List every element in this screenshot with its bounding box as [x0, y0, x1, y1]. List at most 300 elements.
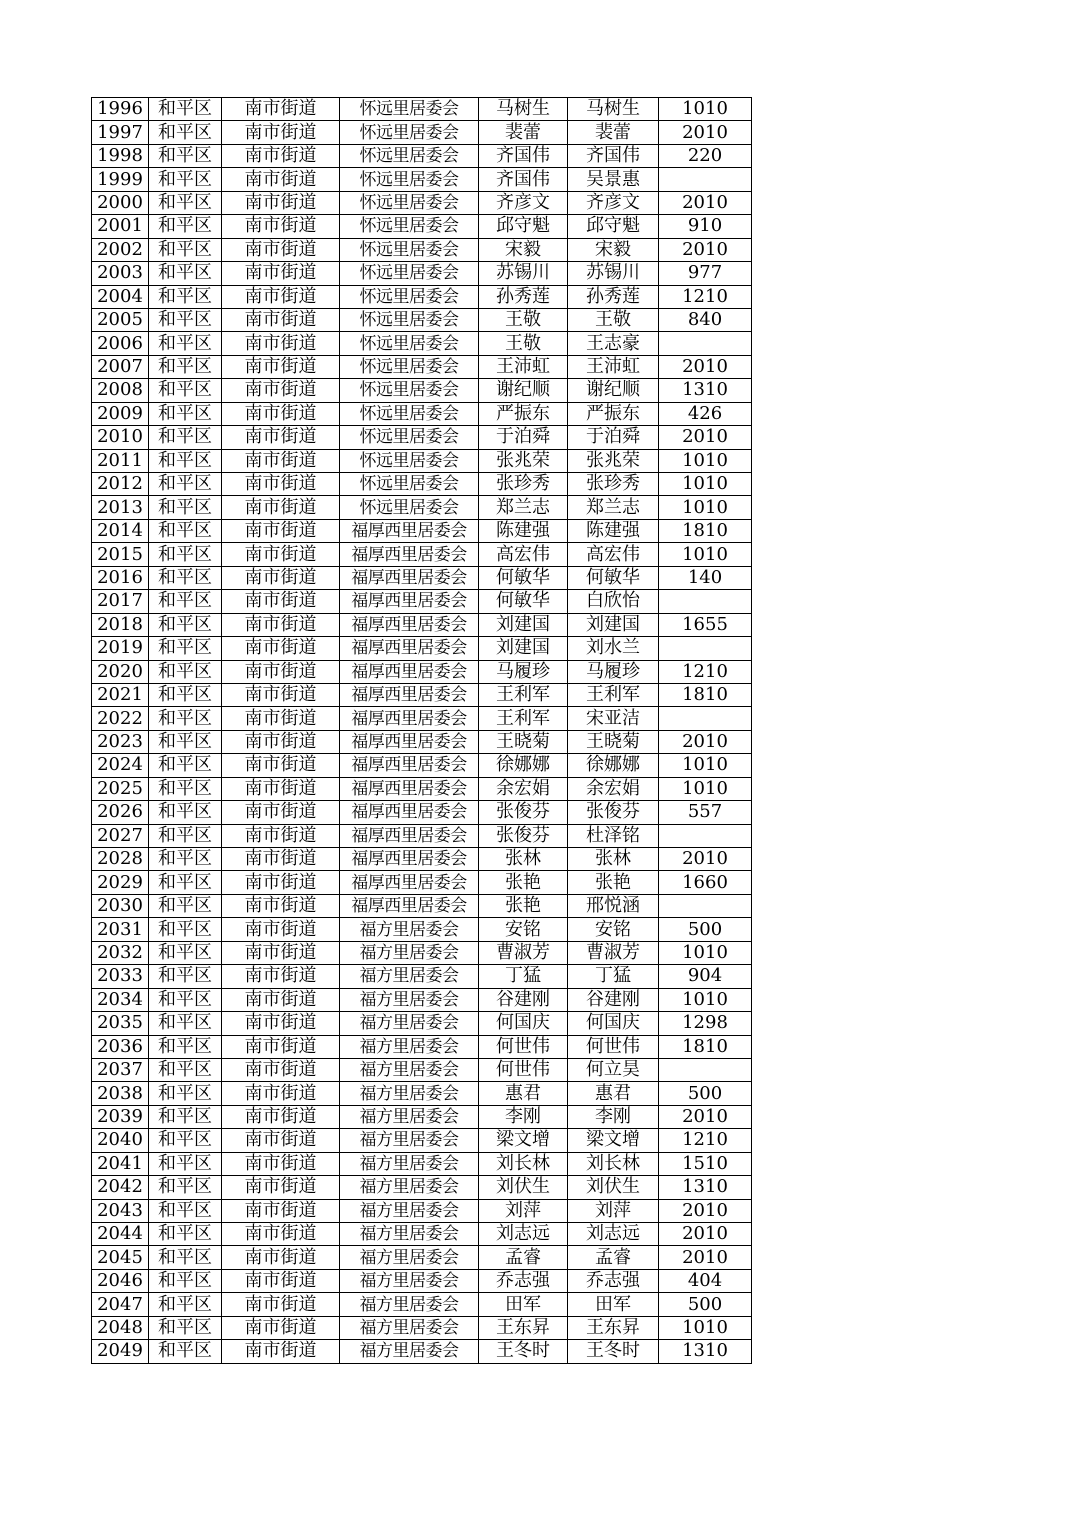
district-cell: 和平区 — [149, 215, 222, 238]
street-cell: 南市街道 — [222, 1058, 340, 1081]
committee-cell: 福方里居委会 — [340, 1199, 479, 1222]
amount-cell: 1010 — [659, 941, 752, 964]
street-cell: 南市街道 — [222, 965, 340, 988]
member-cell: 刘萍 — [568, 1199, 659, 1222]
amount-cell: 140 — [659, 566, 752, 589]
committee-cell: 怀远里居委会 — [340, 355, 479, 378]
data-table — [91, 97, 752, 1364]
amount-cell: 220 — [659, 144, 752, 167]
table-row — [92, 1223, 752, 1246]
member-cell: 郑兰志 — [568, 496, 659, 519]
table-row — [92, 824, 752, 847]
district-cell: 和平区 — [149, 402, 222, 425]
member-cell: 陈建强 — [568, 519, 659, 542]
amount-cell — [659, 894, 752, 917]
member-cell: 王志豪 — [568, 332, 659, 355]
district-cell: 和平区 — [149, 871, 222, 894]
committee-cell: 福厚西里居委会 — [340, 566, 479, 589]
amount-cell: 1010 — [659, 98, 752, 121]
committee-cell: 福厚西里居委会 — [340, 683, 479, 706]
householder-cell: 王沛虹 — [479, 355, 568, 378]
district-cell: 和平区 — [149, 1012, 222, 1035]
table-body — [92, 98, 752, 1364]
member-cell: 裴蕾 — [568, 121, 659, 144]
table-row — [92, 238, 752, 261]
member-cell: 曹淑芳 — [568, 941, 659, 964]
member-cell: 宋毅 — [568, 238, 659, 261]
street-cell: 南市街道 — [222, 566, 340, 589]
district-cell: 和平区 — [149, 285, 222, 308]
table-row — [92, 1293, 752, 1316]
district-cell: 和平区 — [149, 496, 222, 519]
member-cell: 丁猛 — [568, 965, 659, 988]
row-number-cell: 2010 — [92, 426, 149, 449]
row-number-cell: 2032 — [92, 941, 149, 964]
street-cell: 南市街道 — [222, 1269, 340, 1292]
row-number-cell: 2020 — [92, 660, 149, 683]
row-number-cell: 2034 — [92, 988, 149, 1011]
street-cell: 南市街道 — [222, 449, 340, 472]
member-cell: 谷建刚 — [568, 988, 659, 1011]
committee-cell: 福方里居委会 — [340, 1316, 479, 1339]
row-number-cell: 2039 — [92, 1105, 149, 1128]
amount-cell: 1010 — [659, 754, 752, 777]
amount-cell: 500 — [659, 918, 752, 941]
amount-cell: 1810 — [659, 683, 752, 706]
street-cell: 南市街道 — [222, 238, 340, 261]
householder-cell: 刘萍 — [479, 1199, 568, 1222]
table-row — [92, 637, 752, 660]
table-row — [92, 660, 752, 683]
householder-cell: 张艳 — [479, 871, 568, 894]
street-cell: 南市街道 — [222, 98, 340, 121]
amount-cell: 1210 — [659, 1129, 752, 1152]
district-cell: 和平区 — [149, 683, 222, 706]
row-number-cell: 2012 — [92, 473, 149, 496]
row-number-cell: 2024 — [92, 754, 149, 777]
member-cell: 王敬 — [568, 308, 659, 331]
district-cell: 和平区 — [149, 1176, 222, 1199]
householder-cell: 何敏华 — [479, 566, 568, 589]
table-row — [92, 590, 752, 613]
amount-cell: 404 — [659, 1269, 752, 1292]
street-cell: 南市街道 — [222, 637, 340, 660]
street-cell: 南市街道 — [222, 754, 340, 777]
table-row — [92, 801, 752, 824]
row-number-cell: 2026 — [92, 801, 149, 824]
committee-cell: 福方里居委会 — [340, 1293, 479, 1316]
committee-cell: 福厚西里居委会 — [340, 777, 479, 800]
amount-cell: 2010 — [659, 1223, 752, 1246]
householder-cell: 刘志远 — [479, 1223, 568, 1246]
committee-cell: 怀远里居委会 — [340, 332, 479, 355]
district-cell: 和平区 — [149, 848, 222, 871]
householder-cell: 张珍秀 — [479, 473, 568, 496]
district-cell: 和平区 — [149, 121, 222, 144]
row-number-cell: 2005 — [92, 308, 149, 331]
district-cell: 和平区 — [149, 144, 222, 167]
committee-cell: 怀远里居委会 — [340, 191, 479, 214]
row-number-cell: 2029 — [92, 871, 149, 894]
row-number-cell: 2019 — [92, 637, 149, 660]
district-cell: 和平区 — [149, 519, 222, 542]
committee-cell: 福方里居委会 — [340, 988, 479, 1011]
member-cell: 高宏伟 — [568, 543, 659, 566]
householder-cell: 齐国伟 — [479, 168, 568, 191]
member-cell: 齐彦文 — [568, 191, 659, 214]
table-row — [92, 191, 752, 214]
table-row — [92, 144, 752, 167]
member-cell: 乔志强 — [568, 1269, 659, 1292]
member-cell: 何敏华 — [568, 566, 659, 589]
amount-cell — [659, 590, 752, 613]
amount-cell: 1810 — [659, 1035, 752, 1058]
row-number-cell: 1999 — [92, 168, 149, 191]
amount-cell: 2010 — [659, 426, 752, 449]
amount-cell: 1010 — [659, 988, 752, 1011]
committee-cell: 怀远里居委会 — [340, 496, 479, 519]
member-cell: 王东昇 — [568, 1316, 659, 1339]
street-cell: 南市街道 — [222, 543, 340, 566]
committee-cell: 福方里居委会 — [340, 918, 479, 941]
table-row — [92, 730, 752, 753]
amount-cell: 904 — [659, 965, 752, 988]
committee-cell: 怀远里居委会 — [340, 402, 479, 425]
committee-cell: 福方里居委会 — [340, 1152, 479, 1175]
table-row — [92, 285, 752, 308]
table-row — [92, 379, 752, 402]
committee-cell: 福方里居委会 — [340, 1269, 479, 1292]
district-cell: 和平区 — [149, 473, 222, 496]
district-cell: 和平区 — [149, 1316, 222, 1339]
street-cell: 南市街道 — [222, 894, 340, 917]
committee-cell: 福厚西里居委会 — [340, 871, 479, 894]
street-cell: 南市街道 — [222, 918, 340, 941]
table-row — [92, 871, 752, 894]
table-row — [92, 543, 752, 566]
committee-cell: 福厚西里居委会 — [340, 637, 479, 660]
table-row — [92, 707, 752, 730]
householder-cell: 马履珍 — [479, 660, 568, 683]
row-number-cell: 2041 — [92, 1152, 149, 1175]
householder-cell: 惠君 — [479, 1082, 568, 1105]
householder-cell: 张艳 — [479, 894, 568, 917]
amount-cell: 2010 — [659, 121, 752, 144]
street-cell: 南市街道 — [222, 1246, 340, 1269]
amount-cell: 1655 — [659, 613, 752, 636]
member-cell: 何国庆 — [568, 1012, 659, 1035]
member-cell: 惠君 — [568, 1082, 659, 1105]
amount-cell: 2010 — [659, 238, 752, 261]
member-cell: 田军 — [568, 1293, 659, 1316]
amount-cell — [659, 637, 752, 660]
table-row — [92, 519, 752, 542]
district-cell: 和平区 — [149, 754, 222, 777]
householder-cell: 谢纪顺 — [479, 379, 568, 402]
district-cell: 和平区 — [149, 918, 222, 941]
householder-cell: 谷建刚 — [479, 988, 568, 1011]
table-row — [92, 988, 752, 1011]
table-row — [92, 332, 752, 355]
street-cell: 南市街道 — [222, 801, 340, 824]
street-cell: 南市街道 — [222, 730, 340, 753]
householder-cell: 何国庆 — [479, 1012, 568, 1035]
amount-cell: 1510 — [659, 1152, 752, 1175]
district-cell: 和平区 — [149, 98, 222, 121]
amount-cell: 2010 — [659, 1105, 752, 1128]
district-cell: 和平区 — [149, 1058, 222, 1081]
row-number-cell: 2006 — [92, 332, 149, 355]
amount-cell: 1210 — [659, 660, 752, 683]
member-cell: 孙秀莲 — [568, 285, 659, 308]
street-cell: 南市街道 — [222, 308, 340, 331]
street-cell: 南市街道 — [222, 1035, 340, 1058]
table-row — [92, 308, 752, 331]
district-cell: 和平区 — [149, 168, 222, 191]
amount-cell — [659, 168, 752, 191]
member-cell: 邱守魁 — [568, 215, 659, 238]
district-cell: 和平区 — [149, 941, 222, 964]
householder-cell: 裴蕾 — [479, 121, 568, 144]
member-cell: 于泊舜 — [568, 426, 659, 449]
street-cell: 南市街道 — [222, 1199, 340, 1222]
row-number-cell: 2023 — [92, 730, 149, 753]
row-number-cell: 2002 — [92, 238, 149, 261]
street-cell: 南市街道 — [222, 355, 340, 378]
amount-cell: 1010 — [659, 1316, 752, 1339]
committee-cell: 怀远里居委会 — [340, 144, 479, 167]
householder-cell: 王敬 — [479, 332, 568, 355]
district-cell: 和平区 — [149, 332, 222, 355]
street-cell: 南市街道 — [222, 1223, 340, 1246]
committee-cell: 福厚西里居委会 — [340, 754, 479, 777]
amount-cell — [659, 1058, 752, 1081]
member-cell: 何立昊 — [568, 1058, 659, 1081]
street-cell: 南市街道 — [222, 683, 340, 706]
street-cell: 南市街道 — [222, 332, 340, 355]
district-cell: 和平区 — [149, 637, 222, 660]
committee-cell: 福厚西里居委会 — [340, 613, 479, 636]
district-cell: 和平区 — [149, 1105, 222, 1128]
table-row — [92, 426, 752, 449]
amount-cell: 910 — [659, 215, 752, 238]
householder-cell: 刘建国 — [479, 613, 568, 636]
table-row — [92, 1176, 752, 1199]
street-cell: 南市街道 — [222, 824, 340, 847]
amount-cell: 2010 — [659, 848, 752, 871]
district-cell: 和平区 — [149, 894, 222, 917]
committee-cell: 福厚西里居委会 — [340, 894, 479, 917]
amount-cell: 1660 — [659, 871, 752, 894]
street-cell: 南市街道 — [222, 168, 340, 191]
table-row — [92, 918, 752, 941]
row-number-cell: 2045 — [92, 1246, 149, 1269]
row-number-cell: 2021 — [92, 683, 149, 706]
committee-cell: 福方里居委会 — [340, 1340, 479, 1363]
householder-cell: 乔志强 — [479, 1269, 568, 1292]
householder-cell: 张俊芬 — [479, 801, 568, 824]
table-row — [92, 566, 752, 589]
row-number-cell: 2046 — [92, 1269, 149, 1292]
table-row — [92, 496, 752, 519]
street-cell: 南市街道 — [222, 777, 340, 800]
row-number-cell: 2011 — [92, 449, 149, 472]
street-cell: 南市街道 — [222, 1012, 340, 1035]
member-cell: 马履珍 — [568, 660, 659, 683]
member-cell: 王利军 — [568, 683, 659, 706]
street-cell: 南市街道 — [222, 590, 340, 613]
row-number-cell: 2013 — [92, 496, 149, 519]
row-number-cell: 2047 — [92, 1293, 149, 1316]
householder-cell: 郑兰志 — [479, 496, 568, 519]
table-row — [92, 1340, 752, 1363]
householder-cell: 于泊舜 — [479, 426, 568, 449]
district-cell: 和平区 — [149, 660, 222, 683]
householder-cell: 刘建国 — [479, 637, 568, 660]
committee-cell: 怀远里居委会 — [340, 285, 479, 308]
committee-cell: 福厚西里居委会 — [340, 824, 479, 847]
row-number-cell: 2014 — [92, 519, 149, 542]
committee-cell: 福方里居委会 — [340, 941, 479, 964]
committee-cell: 福方里居委会 — [340, 1012, 479, 1035]
householder-cell: 严振东 — [479, 402, 568, 425]
committee-cell: 福厚西里居委会 — [340, 801, 479, 824]
amount-cell: 840 — [659, 308, 752, 331]
table-row — [92, 1269, 752, 1292]
row-number-cell: 2030 — [92, 894, 149, 917]
street-cell: 南市街道 — [222, 1152, 340, 1175]
committee-cell: 福方里居委会 — [340, 1105, 479, 1128]
committee-cell: 福方里居委会 — [340, 1223, 479, 1246]
member-cell: 李刚 — [568, 1105, 659, 1128]
member-cell: 齐国伟 — [568, 144, 659, 167]
committee-cell: 怀远里居委会 — [340, 121, 479, 144]
table-row — [92, 449, 752, 472]
table-row — [92, 613, 752, 636]
row-number-cell: 2049 — [92, 1340, 149, 1363]
committee-cell: 怀远里居委会 — [340, 473, 479, 496]
table-row — [92, 262, 752, 285]
householder-cell: 王敬 — [479, 308, 568, 331]
district-cell: 和平区 — [149, 590, 222, 613]
householder-cell: 曹淑芳 — [479, 941, 568, 964]
row-number-cell: 2028 — [92, 848, 149, 871]
member-cell: 梁文增 — [568, 1129, 659, 1152]
committee-cell: 怀远里居委会 — [340, 168, 479, 191]
householder-cell: 刘伏生 — [479, 1176, 568, 1199]
table-row — [92, 121, 752, 144]
district-cell: 和平区 — [149, 262, 222, 285]
row-number-cell: 2015 — [92, 543, 149, 566]
member-cell: 宋亚洁 — [568, 707, 659, 730]
committee-cell: 福厚西里居委会 — [340, 707, 479, 730]
district-cell: 和平区 — [149, 777, 222, 800]
street-cell: 南市街道 — [222, 941, 340, 964]
row-number-cell: 2044 — [92, 1223, 149, 1246]
amount-cell: 1310 — [659, 379, 752, 402]
amount-cell: 1010 — [659, 473, 752, 496]
committee-cell: 福方里居委会 — [340, 1176, 479, 1199]
row-number-cell: 2000 — [92, 191, 149, 214]
householder-cell: 邱守魁 — [479, 215, 568, 238]
committee-cell: 福方里居委会 — [340, 1129, 479, 1152]
amount-cell: 1310 — [659, 1176, 752, 1199]
amount-cell: 1010 — [659, 777, 752, 800]
district-cell: 和平区 — [149, 1246, 222, 1269]
member-cell: 刘志远 — [568, 1223, 659, 1246]
row-number-cell: 1996 — [92, 98, 149, 121]
street-cell: 南市街道 — [222, 215, 340, 238]
table-row — [92, 1129, 752, 1152]
amount-cell: 1310 — [659, 1340, 752, 1363]
street-cell: 南市街道 — [222, 1082, 340, 1105]
street-cell: 南市街道 — [222, 1293, 340, 1316]
street-cell: 南市街道 — [222, 660, 340, 683]
district-cell: 和平区 — [149, 1223, 222, 1246]
committee-cell: 福厚西里居委会 — [340, 660, 479, 683]
amount-cell: 2010 — [659, 1246, 752, 1269]
district-cell: 和平区 — [149, 449, 222, 472]
member-cell: 安铭 — [568, 918, 659, 941]
table-row — [92, 965, 752, 988]
amount-cell: 426 — [659, 402, 752, 425]
householder-cell: 齐彦文 — [479, 191, 568, 214]
row-number-cell: 2022 — [92, 707, 149, 730]
table-row — [92, 402, 752, 425]
householder-cell: 陈建强 — [479, 519, 568, 542]
row-number-cell: 2035 — [92, 1012, 149, 1035]
row-number-cell: 2007 — [92, 355, 149, 378]
householder-cell: 田军 — [479, 1293, 568, 1316]
row-number-cell: 2048 — [92, 1316, 149, 1339]
table-row — [92, 1012, 752, 1035]
member-cell: 徐娜娜 — [568, 754, 659, 777]
member-cell: 刘伏生 — [568, 1176, 659, 1199]
district-cell: 和平区 — [149, 1035, 222, 1058]
amount-cell: 1010 — [659, 449, 752, 472]
street-cell: 南市街道 — [222, 379, 340, 402]
district-cell: 和平区 — [149, 801, 222, 824]
street-cell: 南市街道 — [222, 285, 340, 308]
table-row — [92, 1058, 752, 1081]
amount-cell: 2010 — [659, 730, 752, 753]
row-number-cell: 2043 — [92, 1199, 149, 1222]
row-number-cell: 2003 — [92, 262, 149, 285]
table-row — [92, 355, 752, 378]
amount-cell: 977 — [659, 262, 752, 285]
householder-cell: 何世伟 — [479, 1058, 568, 1081]
amount-cell: 1010 — [659, 496, 752, 519]
member-cell: 苏锡川 — [568, 262, 659, 285]
householder-cell: 王冬时 — [479, 1340, 568, 1363]
table-row — [92, 98, 752, 121]
amount-cell — [659, 332, 752, 355]
member-cell: 刘水兰 — [568, 637, 659, 660]
committee-cell: 怀远里居委会 — [340, 98, 479, 121]
householder-cell: 安铭 — [479, 918, 568, 941]
street-cell: 南市街道 — [222, 473, 340, 496]
district-cell: 和平区 — [149, 613, 222, 636]
member-cell: 刘长林 — [568, 1152, 659, 1175]
street-cell: 南市街道 — [222, 402, 340, 425]
committee-cell: 怀远里居委会 — [340, 215, 479, 238]
street-cell: 南市街道 — [222, 144, 340, 167]
district-cell: 和平区 — [149, 1082, 222, 1105]
member-cell: 张林 — [568, 848, 659, 871]
householder-cell: 张林 — [479, 848, 568, 871]
street-cell: 南市街道 — [222, 871, 340, 894]
street-cell: 南市街道 — [222, 1105, 340, 1128]
